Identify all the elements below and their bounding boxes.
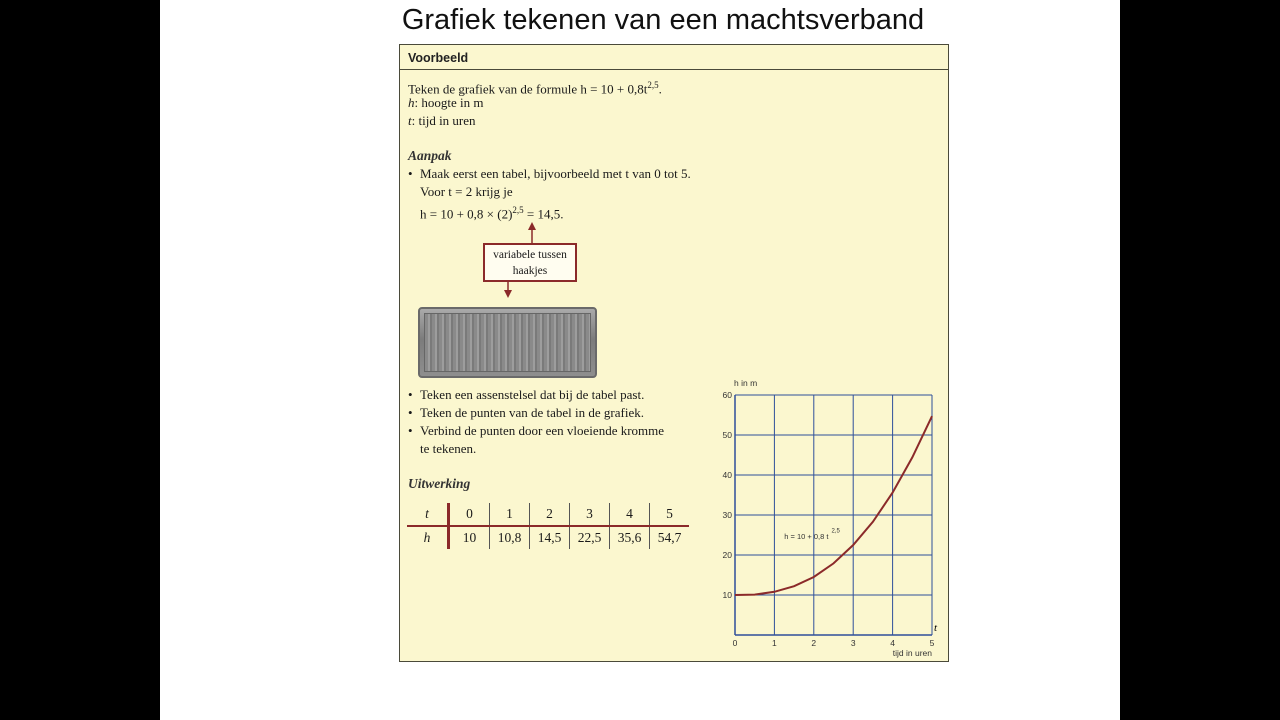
callout-box: variabele tussen haakjes: [483, 243, 577, 282]
step-1-line2: Voor t = 2 krijg je: [420, 184, 513, 199]
value-table: [407, 503, 689, 549]
y-tick-label: 30: [722, 510, 732, 520]
h-cell: 14,5: [530, 526, 570, 549]
example-box: [399, 44, 949, 662]
approach-steps: [408, 165, 691, 183]
formula-intro-end: .: [658, 81, 662, 97]
y-tick-label: 10: [722, 590, 732, 600]
y-axis-label: h in m: [734, 378, 758, 388]
bullet-item: [408, 404, 708, 422]
bullet-text-1: Teken de punten van de tabel in de grafiek.: [420, 405, 644, 420]
table-row: [407, 526, 689, 549]
x-tick-label: 5: [929, 638, 935, 648]
step-1: [408, 165, 691, 183]
h-cell: 35,6: [610, 526, 650, 549]
x-axis-unit-label: tijd in uren: [892, 648, 932, 658]
t-cell: 0: [449, 503, 490, 526]
series-label-exponent: 2,5: [831, 528, 840, 535]
calculator-screen-inner: [424, 313, 591, 372]
h-cell: 54,7: [650, 526, 690, 549]
y-tick-label: 60: [722, 390, 732, 400]
var-t-line: [408, 112, 476, 130]
t-cell: 3: [570, 503, 610, 526]
x-tick-label: 3: [850, 638, 856, 648]
x-tick-label: 2: [811, 638, 817, 648]
bullet-item: [408, 386, 708, 404]
y-tick-label: 50: [722, 430, 732, 440]
var-h-name: h: [408, 95, 415, 110]
row-t-label: t: [407, 503, 449, 526]
drawing-steps: [408, 386, 708, 458]
formula-intro-text: Teken de grafiek van de formule h = 10 + 0,8t: [408, 81, 648, 97]
x-axis-label: t: [934, 622, 938, 634]
h-cell: 10,8: [490, 526, 530, 549]
t-cell: 1: [490, 503, 530, 526]
var-t-name: t: [408, 113, 412, 128]
step-1-calc-exponent: 2,5: [512, 205, 524, 215]
x-tick-label: 4: [890, 638, 895, 648]
table-row: [407, 503, 689, 526]
step-1-text: Maak eerst een tabel, bijvoorbeeld met t van 0 tot 5.: [420, 166, 691, 181]
power-function-graph: [716, 369, 946, 659]
row-h-label: h: [407, 526, 449, 549]
arrow-down-head: [504, 290, 512, 298]
t-cell: 5: [650, 503, 690, 526]
series-line: [735, 416, 932, 595]
var-h-line: [408, 94, 483, 112]
x-tick-label: 1: [772, 638, 777, 648]
t-cell: 4: [610, 503, 650, 526]
series-label: h = 10 + 0,8 t: [784, 532, 829, 541]
h-cell: 22,5: [570, 526, 610, 549]
slide-title: Grafiek tekenen van een machtsverband: [401, 4, 925, 36]
approach-title: Aanpak: [408, 148, 452, 163]
h-cell: 10: [449, 526, 490, 549]
bullet-text-0: Teken een assenstelsel dat bij de tabel past.: [420, 387, 645, 402]
y-tick-label: 40: [722, 470, 732, 480]
step-1-calc-text: h = 10 + 0,8 × (2): [420, 206, 513, 222]
example-header: Voorbeeld: [400, 45, 948, 70]
t-cell: 2: [530, 503, 570, 526]
calculator-screen-image: [418, 307, 597, 378]
var-t-desc: : tijd in uren: [411, 113, 476, 128]
x-tick-label: 0: [732, 638, 738, 648]
bullet-text-2: Verbind de punten door een vloeiende kromme te tekenen.: [420, 423, 665, 456]
solution-title: Uitwerking: [408, 476, 471, 491]
bullet-item: [408, 422, 670, 458]
formula-exponent: 2,5: [647, 80, 659, 90]
y-tick-label: 20: [722, 550, 732, 560]
arrow-up-head: [528, 222, 536, 230]
slide: [160, 0, 1120, 720]
var-h-desc: : hoogte in m: [414, 95, 484, 110]
step-1-calc-end: = 14,5.: [523, 206, 564, 222]
